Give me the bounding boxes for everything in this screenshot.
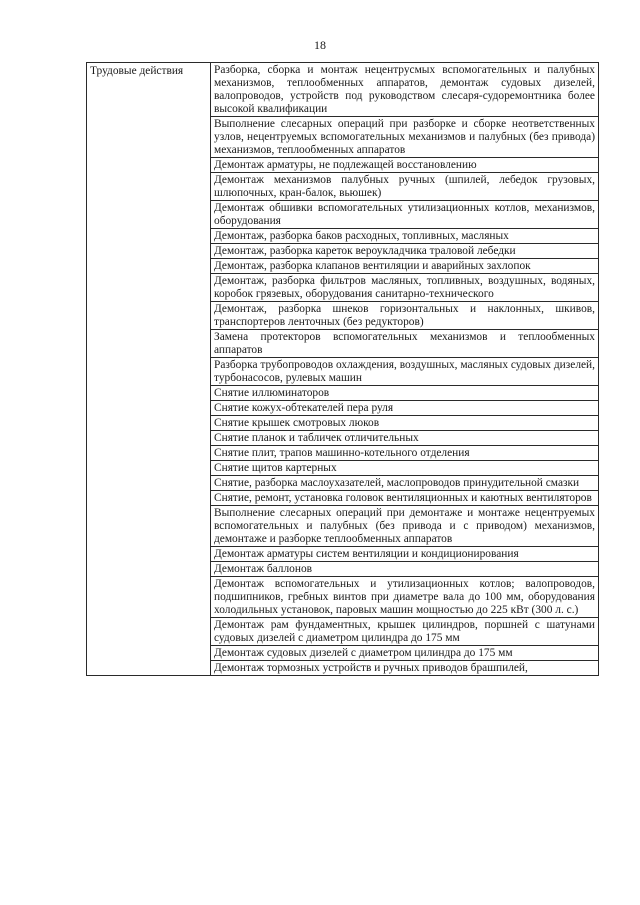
table-cell-item: Снятие щитов картерных bbox=[211, 461, 599, 476]
labor-actions-label: Трудовые действия bbox=[87, 63, 211, 676]
table-cell-item: Демонтаж, разборка фильтров масляных, топливных, воздушных, водяных, коробок грязевых, оборудования санитарно-технического bbox=[211, 274, 599, 302]
table-cell-item: Демонтаж арматуры, не подлежащей восстановлению bbox=[211, 158, 599, 173]
table-cell-item: Демонтаж обшивки вспомогательных утилизационных котлов, механизмов, оборудования bbox=[211, 201, 599, 229]
table-cell-item: Снятие крышек смотровых люков bbox=[211, 416, 599, 431]
table-cell-item: Демонтаж, разборка баков расходных, топливных, масляных bbox=[211, 229, 599, 244]
table-cell-item: Демонтаж судовых дизелей с диаметром цилиндра до 175 мм bbox=[211, 646, 599, 661]
table-cell-item: Замена протекторов вспомогательных механизмов и теплообменных аппаратов bbox=[211, 330, 599, 358]
table-cell-item: Демонтаж рам фундаментных, крышек цилиндров, поршней с шатунами судовых дизелей с диаметром цилиндра до 175 мм bbox=[211, 618, 599, 646]
table-cell-item: Разборка, сборка и монтаж нецентрусмых вспомогательных и палубных механизмов, теплообменных аппаратов, демонтаж судовых дизелей, валопроводов, устройств под руководством слесаря-судоремонтника более высокой квалификации bbox=[211, 63, 599, 117]
table-cell-item: Разборка трубопроводов охлаждения, воздушных, масляных судовых дизелей, турбонасосов, рулевых машин bbox=[211, 358, 599, 386]
table-cell-item: Снятие, ремонт, установка головок вентиляционных и каютных вентиляторов bbox=[211, 491, 599, 506]
table-row bbox=[87, 63, 599, 117]
table-cell-item: Демонтаж баллонов bbox=[211, 562, 599, 577]
table-cell-item: Снятие, разборка маслоухазателей, маслопроводов принудительной смазки bbox=[211, 476, 599, 491]
table-cell-item: Демонтаж вспомогательных и утилизационных котлов; валопроводов, подшипников, гребных винтов при диаметре вала до 100 мм, оборудования холодильных установок, паровых машин мощностью до 225 кВт (300 л. с.) bbox=[211, 577, 599, 618]
table-cell-item: Снятие планок и табличек отличительных bbox=[211, 431, 599, 446]
table-cell-item: Демонтаж, разборка клапанов вентиляции и аварийных захлопок bbox=[211, 259, 599, 274]
table-cell-item: Демонтаж тормозных устройств и ручных приводов брашпилей, bbox=[211, 661, 599, 676]
table-cell-item: Демонтаж арматуры систем вентиляции и кондиционирования bbox=[211, 547, 599, 562]
table-cell-item: Выполнение слесарных операций при разборке и сборке неответственных узлов, нецентруемых вспомогательных механизмов и палубных (без привода) механизмов, теплообменных аппаратов bbox=[211, 117, 599, 158]
table-cell-item: Демонтаж механизмов палубных ручных (шпилей, лебедок грузовых, шлюпочных, кран-балок, вьюшек) bbox=[211, 173, 599, 201]
table-cell-item: Снятие плит, трапов машинно-котельного отделения bbox=[211, 446, 599, 461]
labor-actions-table bbox=[86, 62, 599, 676]
table-cell-item: Снятие кожух-обтекателей пера руля bbox=[211, 401, 599, 416]
table-cell-item: Выполнение слесарных операций при демонтаже и монтаже нецентруемых вспомогательных и палубных (без привода и с приводом) механизмов, демонтаже и разборке теплообменных аппаратов bbox=[211, 506, 599, 547]
table-cell-item: Демонтаж, разборка кареток вероукладчика траловой лебедки bbox=[211, 244, 599, 259]
table-cell-item: Снятие иллюминаторов bbox=[211, 386, 599, 401]
table-cell-item: Демонтаж, разборка шнеков горизонтальных и наклонных, шкивов, транспортеров ленточных (без редукторов) bbox=[211, 302, 599, 330]
page-number: 18 bbox=[314, 38, 326, 52]
